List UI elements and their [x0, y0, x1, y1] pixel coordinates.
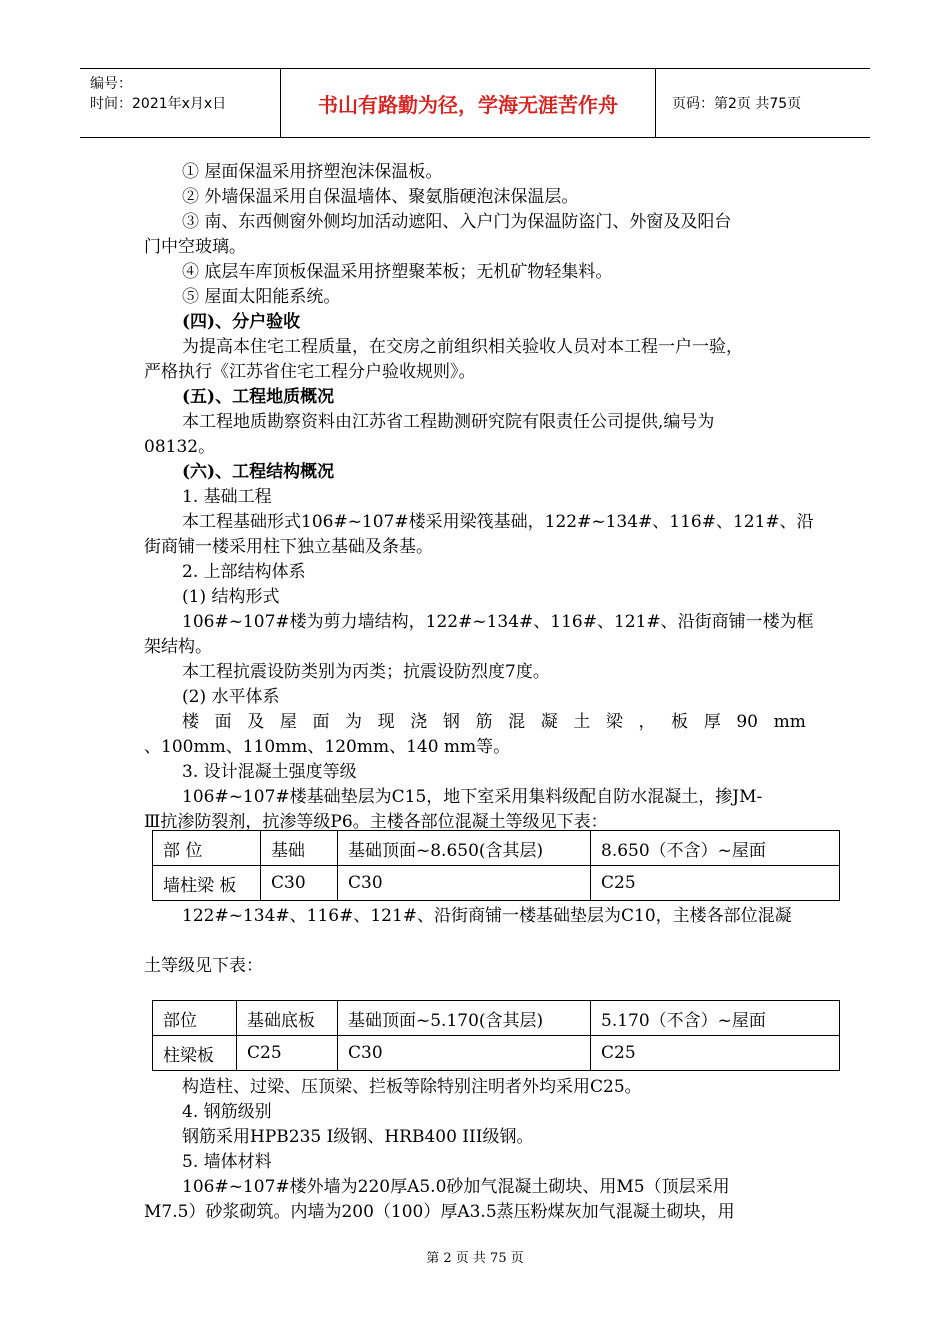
paragraph-line: 5. 墙体材料 [182, 1152, 272, 1172]
section-heading: (四)、分户验收 [182, 312, 301, 332]
paragraph-line: 3. 设计混凝土强度等级 [182, 762, 357, 782]
table-row [153, 1001, 840, 1036]
paragraph-line: ③ 南、东西侧窗外侧均加活动遮阳、入户门为保温防盗门、外窗及及阳台 [182, 212, 732, 232]
justified-line [182, 711, 806, 733]
justified-word: 钢 [442, 712, 460, 732]
paragraph-line: 为提高本住宅工程质量，在交房之前组织相关验收人员对本工程一户一验， [182, 337, 743, 357]
paragraph-line: 本工程基础形式106#~107#楼采用梁筏基础，122#~134#、116#、121#、沿 [182, 512, 814, 532]
table-row [153, 831, 840, 866]
table-cell: 柱梁板 [153, 1036, 237, 1071]
paragraph-line: 构造柱、过梁、压顶梁、拦板等除特别注明者外均采用C25。 [182, 1077, 642, 1097]
paragraph-line: 4. 钢筋级别 [182, 1102, 272, 1122]
justified-word: 90 [736, 712, 758, 732]
justified-word: ， [638, 712, 656, 732]
justified-word: 面 [214, 712, 232, 732]
paragraph-line: ④ 底层车库顶板保温采用挤塑聚苯板；无机矿物轻集料。 [182, 262, 613, 282]
paragraph-line: 106#~107#楼外墙为220厚A5.0砂加气混凝土砌块、用M5（顶层采用 [182, 1177, 730, 1197]
paragraph-line: 街商铺一楼采用柱下独立基础及条基。 [144, 537, 433, 557]
justified-word: mm [773, 712, 806, 732]
justified-word: 凝 [540, 712, 558, 732]
paragraph-line: 08132。 [144, 437, 216, 457]
table-cell: 5.170（不含）~屋面 [591, 1001, 840, 1036]
paragraph-line: M7.5）砂浆砌筑。内墙为200（100）厚A3.5蒸压粉煤灰加气混凝土砌块，用 [144, 1202, 735, 1222]
section-heading: (五)、工程地质概况 [182, 387, 335, 407]
paragraph-line: ② 外墙保温采用自保温墙体、聚氨脂硬泡沫保温层。 [182, 187, 579, 207]
justified-word: 筋 [475, 712, 493, 732]
justified-word: 浇 [410, 712, 428, 732]
justified-word: 梁 [605, 712, 623, 732]
justified-word: 及 [247, 712, 265, 732]
header-motto: 书山有路勤为径，学海无涯苦作舟 [281, 69, 656, 137]
justified-word: 混 [508, 712, 526, 732]
page-header [80, 68, 870, 138]
table-cell: 部 位 [153, 831, 261, 866]
justified-word: 为 [345, 712, 363, 732]
paragraph-line: 门中空玻璃。 [144, 237, 246, 257]
table-cell: 部位 [153, 1001, 237, 1036]
paragraph-line: 严格执行《江苏省住宅工程分户验收规则》。 [144, 362, 476, 382]
section-heading: (六)、工程结构概况 [182, 462, 335, 482]
table-row [153, 1036, 840, 1071]
header-page-info [664, 69, 870, 137]
doc-time: 时间：2021年x月x日 [90, 96, 227, 112]
justified-word: 现 [377, 712, 395, 732]
table-cell: 基础顶面~5.170(含其层) [338, 1001, 591, 1036]
table-cell: C30 [338, 1036, 591, 1071]
paragraph-line: ⑤ 屋面太阳能系统。 [182, 287, 341, 307]
justified-word: 土 [573, 712, 591, 732]
page-info-text: 页码：第2页 共75页 [672, 96, 802, 112]
paragraph-line: 本工程地质勘察资料由江苏省工程勘测研究院有限责任公司提供,编号为 [182, 412, 715, 432]
paragraph-line: 钢筋采用HPB235 I级钢、HRB400 III级钢。 [182, 1127, 534, 1147]
paragraph-line: Ⅲ抗渗防裂剂，抗渗等级P6。主楼各部位混凝土等级见下表： [144, 812, 608, 832]
page-footer: 第 2 页 共 75 页 [426, 1251, 524, 1266]
table-cell: 墙柱梁 板 [153, 866, 261, 901]
justified-word: 板 [671, 712, 689, 732]
paragraph-line: 本工程抗震设防类别为丙类；抗震设防烈度7度。 [182, 662, 550, 682]
table-cell: 基础底板 [237, 1001, 338, 1036]
table-cell: C30 [261, 866, 338, 901]
paragraph-line: 土等级见下表： [144, 956, 263, 976]
justified-word: 屋 [279, 712, 297, 732]
justified-word: 面 [312, 712, 330, 732]
paragraph-line: 106#~107#楼为剪力墙结构，122#~134#、116#、121#、沿街商铺一楼为框 [182, 612, 814, 632]
justified-word: 楼 [182, 712, 199, 732]
table-cell: C25 [591, 866, 840, 901]
paragraph-line: 、100mm、110mm、120mm、140 mm等。 [144, 737, 511, 757]
table-cell: 基础顶面~8.650(含其层) [338, 831, 591, 866]
paragraph-line: 2. 上部结构体系 [182, 562, 306, 582]
table-cell: C30 [338, 866, 591, 901]
justified-word: 厚 [703, 712, 721, 732]
table-cell: 8.650（不含）~屋面 [591, 831, 840, 866]
header-meta [80, 69, 281, 137]
table-row [153, 866, 840, 901]
paragraph-line: 106#~107#楼基础垫层为C15，地下室采用集料级配自防水混凝土，掺JM- [182, 787, 763, 807]
paragraph-line: (2) 水平体系 [182, 687, 280, 707]
paragraph-line: 122#~134#、116#、121#、沿街商铺一楼基础垫层为C10，主楼各部位混凝 [182, 906, 792, 926]
table-cell: C25 [237, 1036, 338, 1071]
table-cell: C25 [591, 1036, 840, 1071]
paragraph-line: 1. 基础工程 [182, 487, 272, 507]
paragraph-line: (1) 结构形式 [182, 587, 280, 607]
table-cell: 基础 [261, 831, 338, 866]
paragraph-line: ① 屋面保温采用挤塑泡沫保温板。 [182, 162, 443, 182]
concrete-grade-table-1 [152, 830, 840, 901]
concrete-grade-table-2 [152, 1000, 840, 1071]
doc-number: 编号： [90, 76, 132, 92]
paragraph-line: 架结构。 [144, 637, 212, 657]
